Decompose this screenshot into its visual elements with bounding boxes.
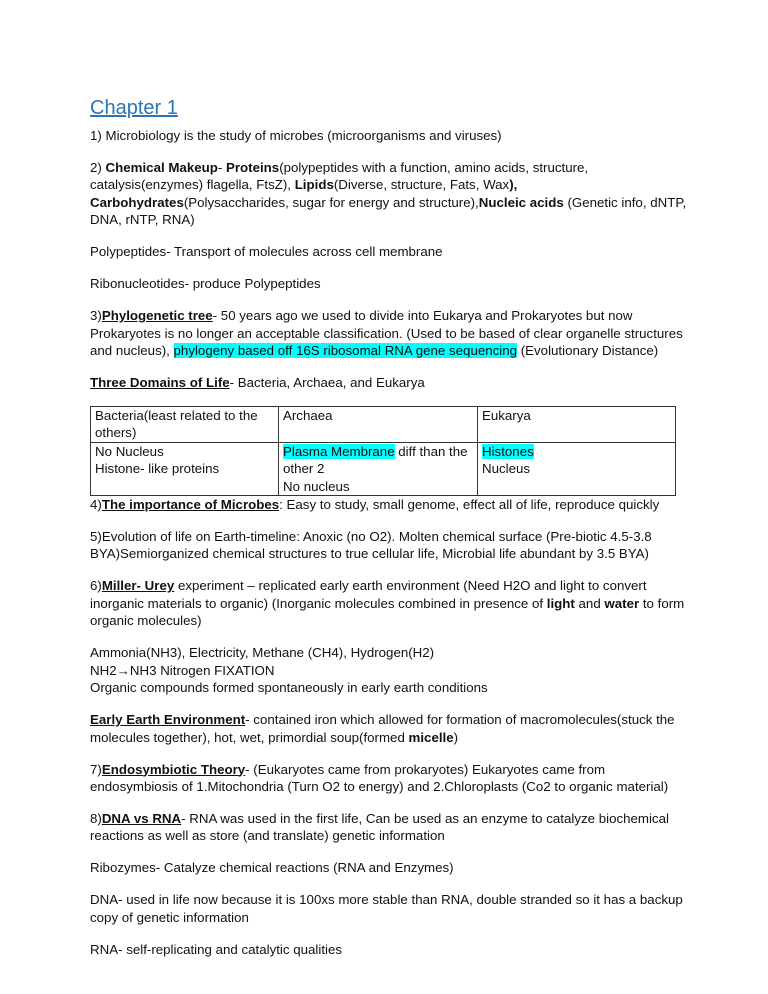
text-run: 4) [90, 497, 102, 513]
bold-text: water [604, 595, 640, 611]
bold-text: Proteins [225, 160, 280, 175]
text-run: (Genetic info, dNTP, DNA, rNTP, RNA) [90, 194, 687, 228]
bold-text: micelle [408, 729, 454, 745]
text-run: 1) Microbiology is the study of microbes (microorganisms and viruses) [90, 128, 502, 143]
paragraph [90, 307, 690, 359]
text-run: Bacteria(least related to the others) [95, 408, 258, 441]
paragraph [90, 496, 690, 513]
text-run: No Nucleus [95, 443, 164, 459]
underlined-heading: DNA vs RNA [101, 810, 182, 826]
paragraph [90, 374, 690, 391]
text-run: - (Eukaryotes came from prokaryotes) Eukaryotes came from endosymbiosis of 1.Mitochondria (Turn O2 to energy) and 2.Chloroplasts (Co2 to organic material) [90, 761, 669, 794]
paragraph [90, 891, 690, 926]
underlined-heading: The importance of Microbes [101, 497, 280, 513]
paragraph [90, 577, 690, 629]
cell-line [482, 443, 671, 460]
text-run: NH3 Nitrogen FIXATION [129, 662, 275, 678]
text-run: diff than the other 2 [283, 443, 468, 477]
text-run: - [217, 160, 226, 175]
table-cell [91, 407, 279, 443]
cell-line [482, 460, 671, 477]
text-run: - 50 years ago we used to divide into Eukarya and Prokaryotes but now Prokaryotes is no longer an acceptable classification. (Used to be based of clear organelle structures and nucleus), [90, 308, 683, 359]
text-run: - contained iron which allowed for formation of macromolecules(stuck the molecules together), hot, wet, primordial soup(formed [90, 712, 675, 745]
text-run: and [574, 595, 605, 611]
text-run: 6) [90, 578, 102, 594]
text-run: Nucleus [482, 461, 531, 477]
table-cell [279, 407, 478, 443]
table-row [91, 442, 676, 495]
domains-table [90, 406, 676, 496]
text-run: experiment – replicated early earth environment (Need H2O and light to convert inorganic materials to organic) (Inorganic molecules combined in presence of [90, 578, 647, 611]
text-run: Ammonia(NH3), Electricity, Methane (CH4), Hydrogen(H2) [90, 645, 435, 661]
text-run: 2) [90, 160, 106, 175]
text-run: ) [453, 729, 459, 745]
table-cell [91, 442, 279, 495]
document-page [90, 96, 690, 973]
text-run: 3) [90, 308, 102, 324]
paragraph [90, 159, 690, 229]
text-run: RNA- self-replicating and catalytic qualities [90, 941, 343, 957]
text-run: (Polysaccharides, sugar for energy and structure), [183, 194, 479, 210]
bold-text: → [116, 662, 130, 678]
text-run: 8) [90, 810, 102, 826]
cell-line [482, 407, 671, 424]
bold-text: Nucleic acids [478, 194, 564, 210]
paragraph [90, 243, 690, 260]
highlighted-text: Plasma Membrane [283, 443, 395, 459]
text-run: - Bacteria, Archaea, and Eukarya [229, 375, 425, 391]
paragraph [90, 528, 690, 563]
paragraph [90, 810, 690, 845]
cell-line [95, 407, 274, 442]
bold-text: light [546, 595, 575, 611]
text-run: (polypeptides with a function, amino acids, structure, catalysis(enzymes) flagella, FtsZ), [90, 160, 589, 193]
text-run: NH2 [90, 662, 117, 678]
underlined-heading: Three Domains of Life [90, 375, 230, 391]
paragraph [90, 761, 690, 796]
cell-line [283, 407, 473, 424]
paragraph [90, 711, 690, 746]
text-run: (Evolutionary Distance) [517, 343, 659, 359]
bold-text: Lipids [294, 177, 334, 193]
highlighted-text: Histones [482, 443, 534, 459]
highlighted-text: phylogeny based off 16S ribosomal RNA gene sequencing [173, 343, 518, 359]
bold-text: ), Carbohydrates [90, 177, 518, 210]
underlined-heading: Phylogenetic tree [101, 308, 213, 324]
text-run: 7) [90, 761, 102, 777]
text-run: No nucleus [283, 478, 350, 494]
text-run: - RNA was used in the first life, Can be used as an enzyme to catalyze biochemical reactions as well as store (and translate) genetic information [90, 810, 669, 844]
paragraph [90, 859, 690, 876]
text-run: 5)Evolution of life on Earth-timeline: Anoxic (no O2). Molten chemical surface (Pre-biotic 4.5-3.8 BYA)Semiorganized chemical structures to true cellular life, Microbial life abundant by 3.5 BYA) [90, 529, 652, 562]
paragraphs-after-table [90, 496, 690, 958]
paragraph [90, 941, 690, 958]
text-run: Organic compounds formed spontaneously in early earth conditions [90, 680, 488, 696]
paragraph [90, 127, 690, 144]
cell-line [283, 443, 473, 478]
text-run: Polypeptides- Transport of molecules across cell membrane [90, 244, 443, 260]
text-run: DNA- used in life now because it is 100xs more stable than RNA, double stranded so it has a backup copy of genetic information [90, 892, 683, 925]
text-run: Histone- like proteins [95, 461, 220, 477]
cell-line [95, 443, 274, 460]
text-run: Ribonucleotides- produce Polypeptides [90, 276, 321, 292]
paragraph [90, 275, 690, 292]
bold-text: Chemical Makeup [105, 160, 218, 175]
text-run: : Easy to study, small genome, effect all of life, reproduce quickly [279, 497, 660, 513]
cell-line [95, 460, 274, 477]
table-header-row [91, 407, 676, 443]
table-cell [478, 442, 676, 495]
table-cell [478, 407, 676, 443]
chapter-heading: Chapter 1 [90, 97, 178, 119]
cell-line [283, 478, 473, 495]
text-run: Ribozymes- Catalyze chemical reactions (RNA and Enzymes) [90, 860, 454, 876]
text-run: to form organic molecules) [90, 595, 685, 629]
text-run: Eukarya [482, 408, 531, 424]
underlined-heading: Endosymbiotic Theory [101, 761, 246, 777]
paragraph [90, 644, 690, 696]
underlined-heading: Early Earth Environment [90, 712, 246, 728]
text-run: Archaea [283, 408, 333, 424]
underlined-heading: Miller- Urey [101, 578, 175, 594]
table-cell [279, 442, 478, 495]
paragraphs-before-table [90, 127, 690, 391]
text-run: (Diverse, structure, Fats, Wax [333, 177, 510, 193]
